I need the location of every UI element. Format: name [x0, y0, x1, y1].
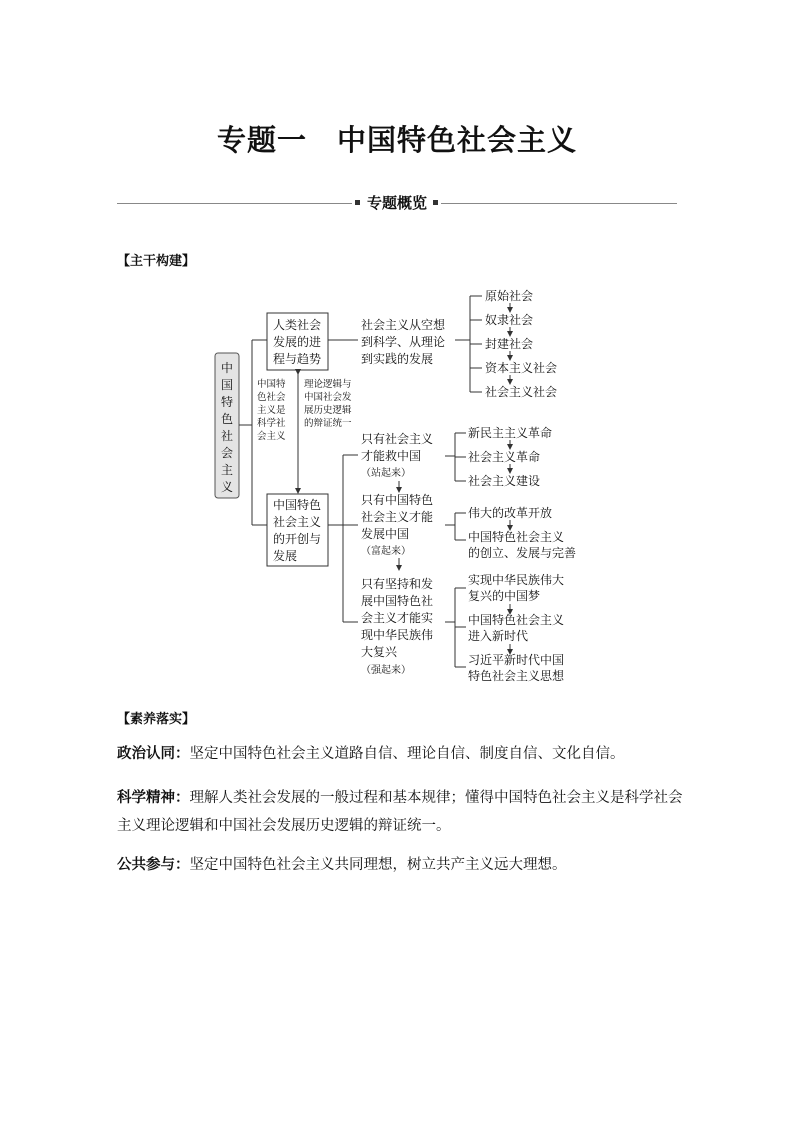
stage-grow-strong [361, 576, 433, 676]
svg-text:国: 国 [220, 378, 234, 392]
literacy-science [117, 784, 687, 840]
literacy-participation [117, 851, 687, 879]
literacy-political [117, 740, 687, 768]
svg-text:发展中国: 发展中国 [361, 527, 410, 541]
svg-text:的辩证统一: 的辩证统一 [304, 418, 352, 429]
svg-text:中国特色: 中国特色 [273, 498, 322, 512]
svg-text:社会主义社会: 社会主义社会 [485, 385, 558, 399]
svg-text:只有中国特色: 只有中国特色 [361, 493, 434, 507]
overview-heading: 专题概览 [366, 194, 427, 212]
literacy-political-text: 坚定中国特色社会主义道路自信、理论自信、制度自信、文化自信。 [189, 746, 625, 762]
svg-text:展中国特色社: 展中国特色社 [361, 594, 434, 608]
literacy-participation-label: 公共参与： [117, 857, 190, 873]
svg-text:复兴的中国梦: 复兴的中国梦 [468, 589, 541, 603]
svg-text:中: 中 [220, 361, 234, 375]
svg-text:实现中华民族伟大: 实现中华民族伟大 [468, 573, 565, 587]
svg-text:习近平新时代中国: 习近平新时代中国 [468, 653, 565, 667]
svg-text:到实践的发展: 到实践的发展 [361, 352, 434, 366]
literacy-science-text: 理解人类社会发展的一般过程和基本规律；懂得中国特色社会主义是科学社会主义理论逻辑和中国社会发展历史逻辑的辩证统一。 [117, 790, 683, 834]
page-title: 专题一 中国特色社会主义 [216, 123, 577, 157]
svg-text:到科学、从理论: 到科学、从理论 [361, 335, 446, 349]
svg-text:程与趋势: 程与趋势 [273, 352, 322, 366]
svg-text:奴隶社会: 奴隶社会 [485, 313, 534, 327]
svg-text:中国特: 中国特 [257, 379, 286, 390]
svg-text:社会主义革命: 社会主义革命 [468, 450, 541, 464]
branch-utopia-science [361, 317, 446, 366]
svg-text:发展: 发展 [273, 549, 298, 563]
svg-text:大复兴: 大复兴 [361, 645, 398, 659]
stage-stand-up [361, 431, 433, 479]
svg-text:科学社: 科学社 [257, 418, 286, 429]
svg-text:会: 会 [220, 446, 234, 460]
svg-text:（站起来）: （站起来） [361, 468, 411, 479]
svg-text:发展的进: 发展的进 [273, 335, 322, 349]
svg-text:中国特色社会主义: 中国特色社会主义 [468, 613, 565, 627]
svg-text:中国社会发: 中国社会发 [304, 392, 352, 403]
literacy-science-label: 科学精神： [117, 790, 190, 806]
svg-text:人类社会: 人类社会 [273, 318, 322, 332]
svg-text:展历史逻辑: 展历史逻辑 [304, 405, 352, 416]
logic-note [304, 378, 352, 429]
svg-text:会主义: 会主义 [257, 431, 286, 442]
svg-text:中国特色社会主义: 中国特色社会主义 [468, 530, 565, 544]
svg-text:色: 色 [220, 412, 234, 426]
side-note [257, 378, 286, 442]
svg-text:主义是: 主义是 [257, 405, 286, 416]
svg-text:资本主义社会: 资本主义社会 [485, 361, 558, 375]
svg-text:特色社会主义思想: 特色社会主义思想 [468, 669, 565, 683]
svg-text:色社会: 色社会 [257, 392, 286, 403]
svg-text:主: 主 [220, 463, 234, 477]
svg-text:的创立、发展与完善: 的创立、发展与完善 [468, 546, 577, 560]
main-structure-label: 【主干构建】 [117, 254, 196, 269]
svg-text:社会主义: 社会主义 [273, 515, 322, 529]
svg-text:会主义才能实: 会主义才能实 [361, 611, 434, 625]
literacy-participation-text: 坚定中国特色社会主义共同理想，树立共产主义远大理想。 [189, 857, 567, 873]
svg-text:只有坚持和发: 只有坚持和发 [361, 577, 434, 591]
svg-text:（强起来）: （强起来） [361, 665, 411, 676]
svg-text:只有社会主义: 只有社会主义 [361, 432, 434, 446]
svg-text:进入新时代: 进入新时代 [468, 629, 529, 643]
literacy-political-label: 政治认同： [117, 746, 190, 762]
svg-text:才能救中国: 才能救中国 [361, 449, 422, 463]
svg-text:社: 社 [220, 429, 234, 443]
svg-text:封建社会: 封建社会 [485, 337, 534, 351]
svg-text:社会主义才能: 社会主义才能 [361, 510, 434, 524]
svg-text:伟大的改革开放: 伟大的改革开放 [468, 506, 553, 520]
svg-text:现中华民族伟: 现中华民族伟 [361, 628, 434, 642]
svg-text:（富起来）: （富起来） [361, 546, 411, 557]
svg-text:社会主义从空想: 社会主义从空想 [361, 318, 446, 332]
svg-text:新民主主义革命: 新民主主义革命 [468, 426, 553, 440]
stage-get-rich [361, 492, 433, 557]
society-stages [485, 288, 557, 399]
literacy-label: 【素养落实】 [117, 712, 196, 727]
svg-text:的开创与: 的开创与 [273, 532, 322, 546]
svg-text:社会主义建设: 社会主义建设 [468, 474, 541, 488]
svg-text:理论逻辑与: 理论逻辑与 [304, 379, 352, 390]
svg-text:义: 义 [220, 480, 234, 494]
svg-text:原始社会: 原始社会 [485, 289, 534, 303]
svg-text:特: 特 [220, 395, 234, 409]
